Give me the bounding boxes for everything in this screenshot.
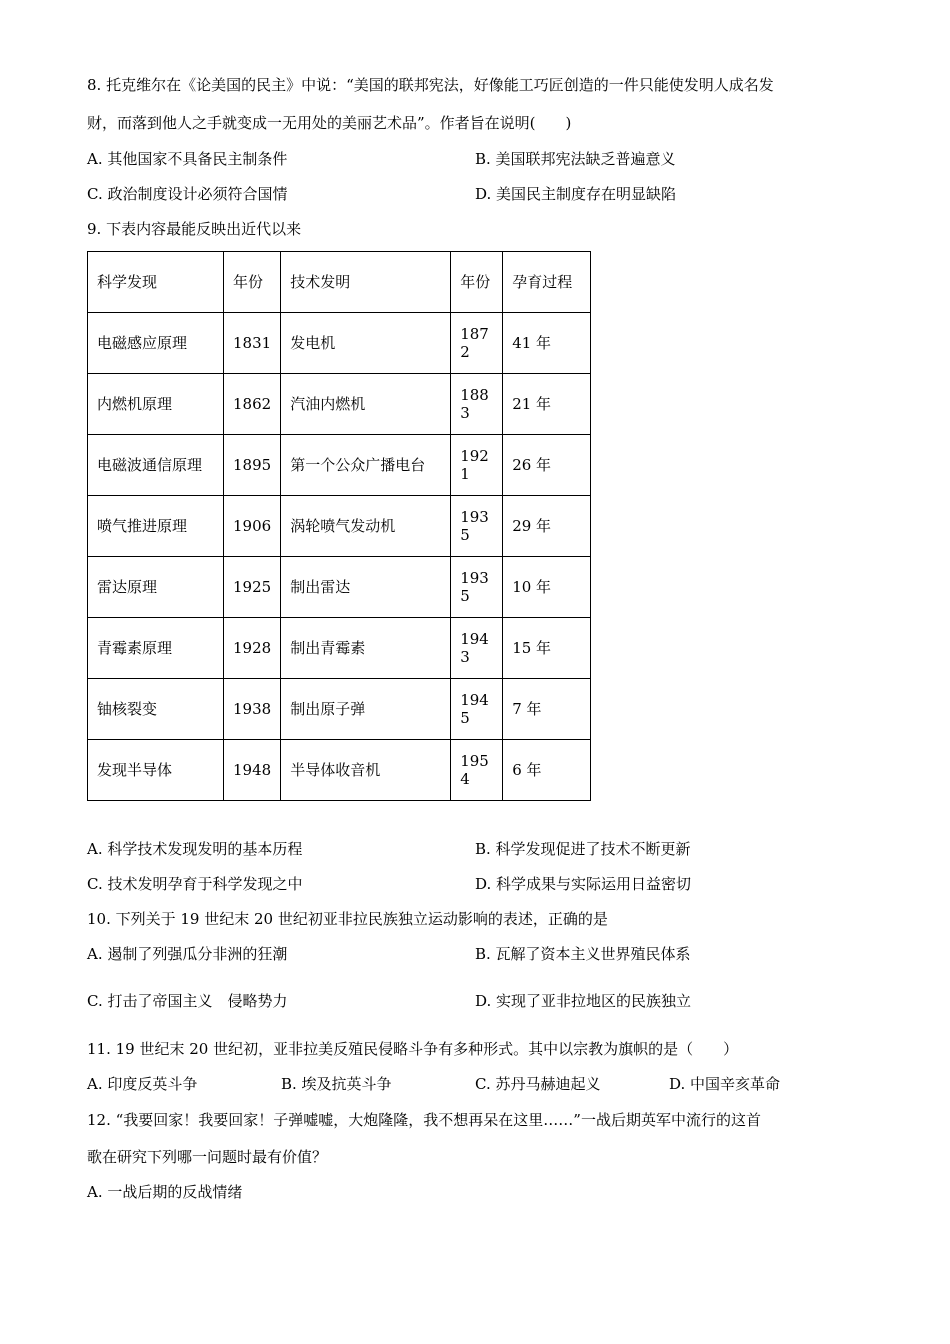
table-row [88, 618, 591, 679]
table-cell: 15 年 [503, 618, 591, 679]
q8-stem-line-2: 财，而落到他人之手就变成一无用处的美丽艺术品”。作者旨在说明( ) [87, 114, 572, 132]
table-cell: 1938 [224, 679, 281, 740]
header-cell: 技术发明 [281, 252, 451, 313]
q9-option-a[interactable]: A. 科学技术发现发明的基本历程 [87, 840, 303, 858]
q11-option-a[interactable]: A. 印度反英斗争 [87, 1075, 198, 1093]
table-row [88, 496, 591, 557]
table-cell: 喷气推进原理 [88, 496, 224, 557]
table-row [88, 435, 591, 496]
q11-option-c[interactable]: C. 苏丹马赫迪起义 [475, 1075, 601, 1093]
table-cell: 1948 [224, 740, 281, 801]
table-row [88, 740, 591, 801]
table-cell: 制出青霉素 [281, 618, 451, 679]
q9-data-table [87, 251, 591, 801]
table-cell: 第一个公众广播电台 [281, 435, 451, 496]
header-cell: 年份 [451, 252, 503, 313]
table-cell: 制出雷达 [281, 557, 451, 618]
header-cell: 年份 [224, 252, 281, 313]
q10-option-d[interactable]: D. 实现了亚非拉地区的民族独立 [475, 992, 692, 1010]
q10-option-c[interactable]: C. 打击了帝国主义 侵略势力 [87, 992, 288, 1010]
table-cell: 半导体收音机 [281, 740, 451, 801]
table-cell: 1943 [451, 618, 503, 679]
table-cell: 1872 [451, 313, 503, 374]
table-cell: 电磁波通信原理 [88, 435, 224, 496]
table-cell: 汽油内燃机 [281, 374, 451, 435]
table-cell: 21 年 [503, 374, 591, 435]
table-cell: 电磁感应原理 [88, 313, 224, 374]
table-cell: 1925 [224, 557, 281, 618]
q12-stem-line-2: 歌在研究下列哪一问题时最有价值？ [87, 1148, 328, 1166]
q10-stem: 10. 下列关于 19 世纪末 20 世纪初亚非拉民族独立运动影响的表述，正确的是 [87, 910, 608, 928]
table-header-row [88, 252, 591, 313]
table-cell: 青霉素原理 [88, 618, 224, 679]
table-cell: 雷达原理 [88, 557, 224, 618]
q8-stem-line-1: 8. 托克维尔在《论美国的民主》中说：“美国的联邦宪法，好像能工巧匠创造的一件只能使发明人成名发 [87, 76, 774, 94]
q8-option-c[interactable]: C. 政治制度设计必须符合国情 [87, 185, 288, 203]
table-cell: 发现半导体 [88, 740, 224, 801]
q9-option-c[interactable]: C. 技术发明孕育于科学发现之中 [87, 875, 303, 893]
table-cell: 29 年 [503, 496, 591, 557]
q9-stem: 9. 下表内容最能反映出近代以来 [87, 220, 302, 238]
table-cell: 7 年 [503, 679, 591, 740]
table-cell: 涡轮喷气发动机 [281, 496, 451, 557]
table-cell: 铀核裂变 [88, 679, 224, 740]
table-cell: 1921 [451, 435, 503, 496]
table-cell: 1906 [224, 496, 281, 557]
table-cell: 1928 [224, 618, 281, 679]
q12-option-a[interactable]: A. 一战后期的反战情绪 [87, 1183, 243, 1201]
q8-option-d[interactable]: D. 美国民主制度存在明显缺陷 [475, 185, 677, 203]
table-cell: 1935 [451, 496, 503, 557]
q10-option-b[interactable]: B. 瓦解了资本主义世界殖民体系 [475, 945, 691, 963]
header-cell: 孕育过程 [503, 252, 591, 313]
q12-stem-line-1: 12. “我要回家！我要回家！子弹嘘嘘，大炮隆隆，我不想再呆在这里……”一战后期英军中流行的这首 [87, 1111, 761, 1129]
q11-stem: 11. 19 世纪末 20 世纪初，亚非拉美反殖民侵略斗争有多种形式。其中以宗教为旗帜的是（ ） [87, 1040, 739, 1058]
table-cell: 1883 [451, 374, 503, 435]
table-cell: 制出原子弹 [281, 679, 451, 740]
q10-option-a[interactable]: A. 遏制了列强瓜分非洲的狂潮 [87, 945, 288, 963]
table-cell: 1945 [451, 679, 503, 740]
table-cell: 1862 [224, 374, 281, 435]
table-cell: 26 年 [503, 435, 591, 496]
q8-option-a[interactable]: A. 其他国家不具备民主制条件 [87, 150, 288, 168]
table-cell: 10 年 [503, 557, 591, 618]
header-cell: 科学发现 [88, 252, 224, 313]
table-row [88, 374, 591, 435]
table-cell: 6 年 [503, 740, 591, 801]
table-cell: 内燃机原理 [88, 374, 224, 435]
q9-option-b[interactable]: B. 科学发现促进了技术不断更新 [475, 840, 691, 858]
table-cell: 1935 [451, 557, 503, 618]
q8-option-b[interactable]: B. 美国联邦宪法缺乏普遍意义 [475, 150, 676, 168]
q9-option-d[interactable]: D. 科学成果与实际运用日益密切 [475, 875, 692, 893]
q11-option-b[interactable]: B. 埃及抗英斗争 [281, 1075, 392, 1093]
table-cell: 发电机 [281, 313, 451, 374]
table-cell: 1831 [224, 313, 281, 374]
table-row [88, 313, 591, 374]
table-cell: 41 年 [503, 313, 591, 374]
table-row [88, 557, 591, 618]
q11-option-d[interactable]: D. 中国辛亥革命 [669, 1075, 781, 1093]
table-cell: 1954 [451, 740, 503, 801]
table-cell: 1895 [224, 435, 281, 496]
table-row [88, 679, 591, 740]
